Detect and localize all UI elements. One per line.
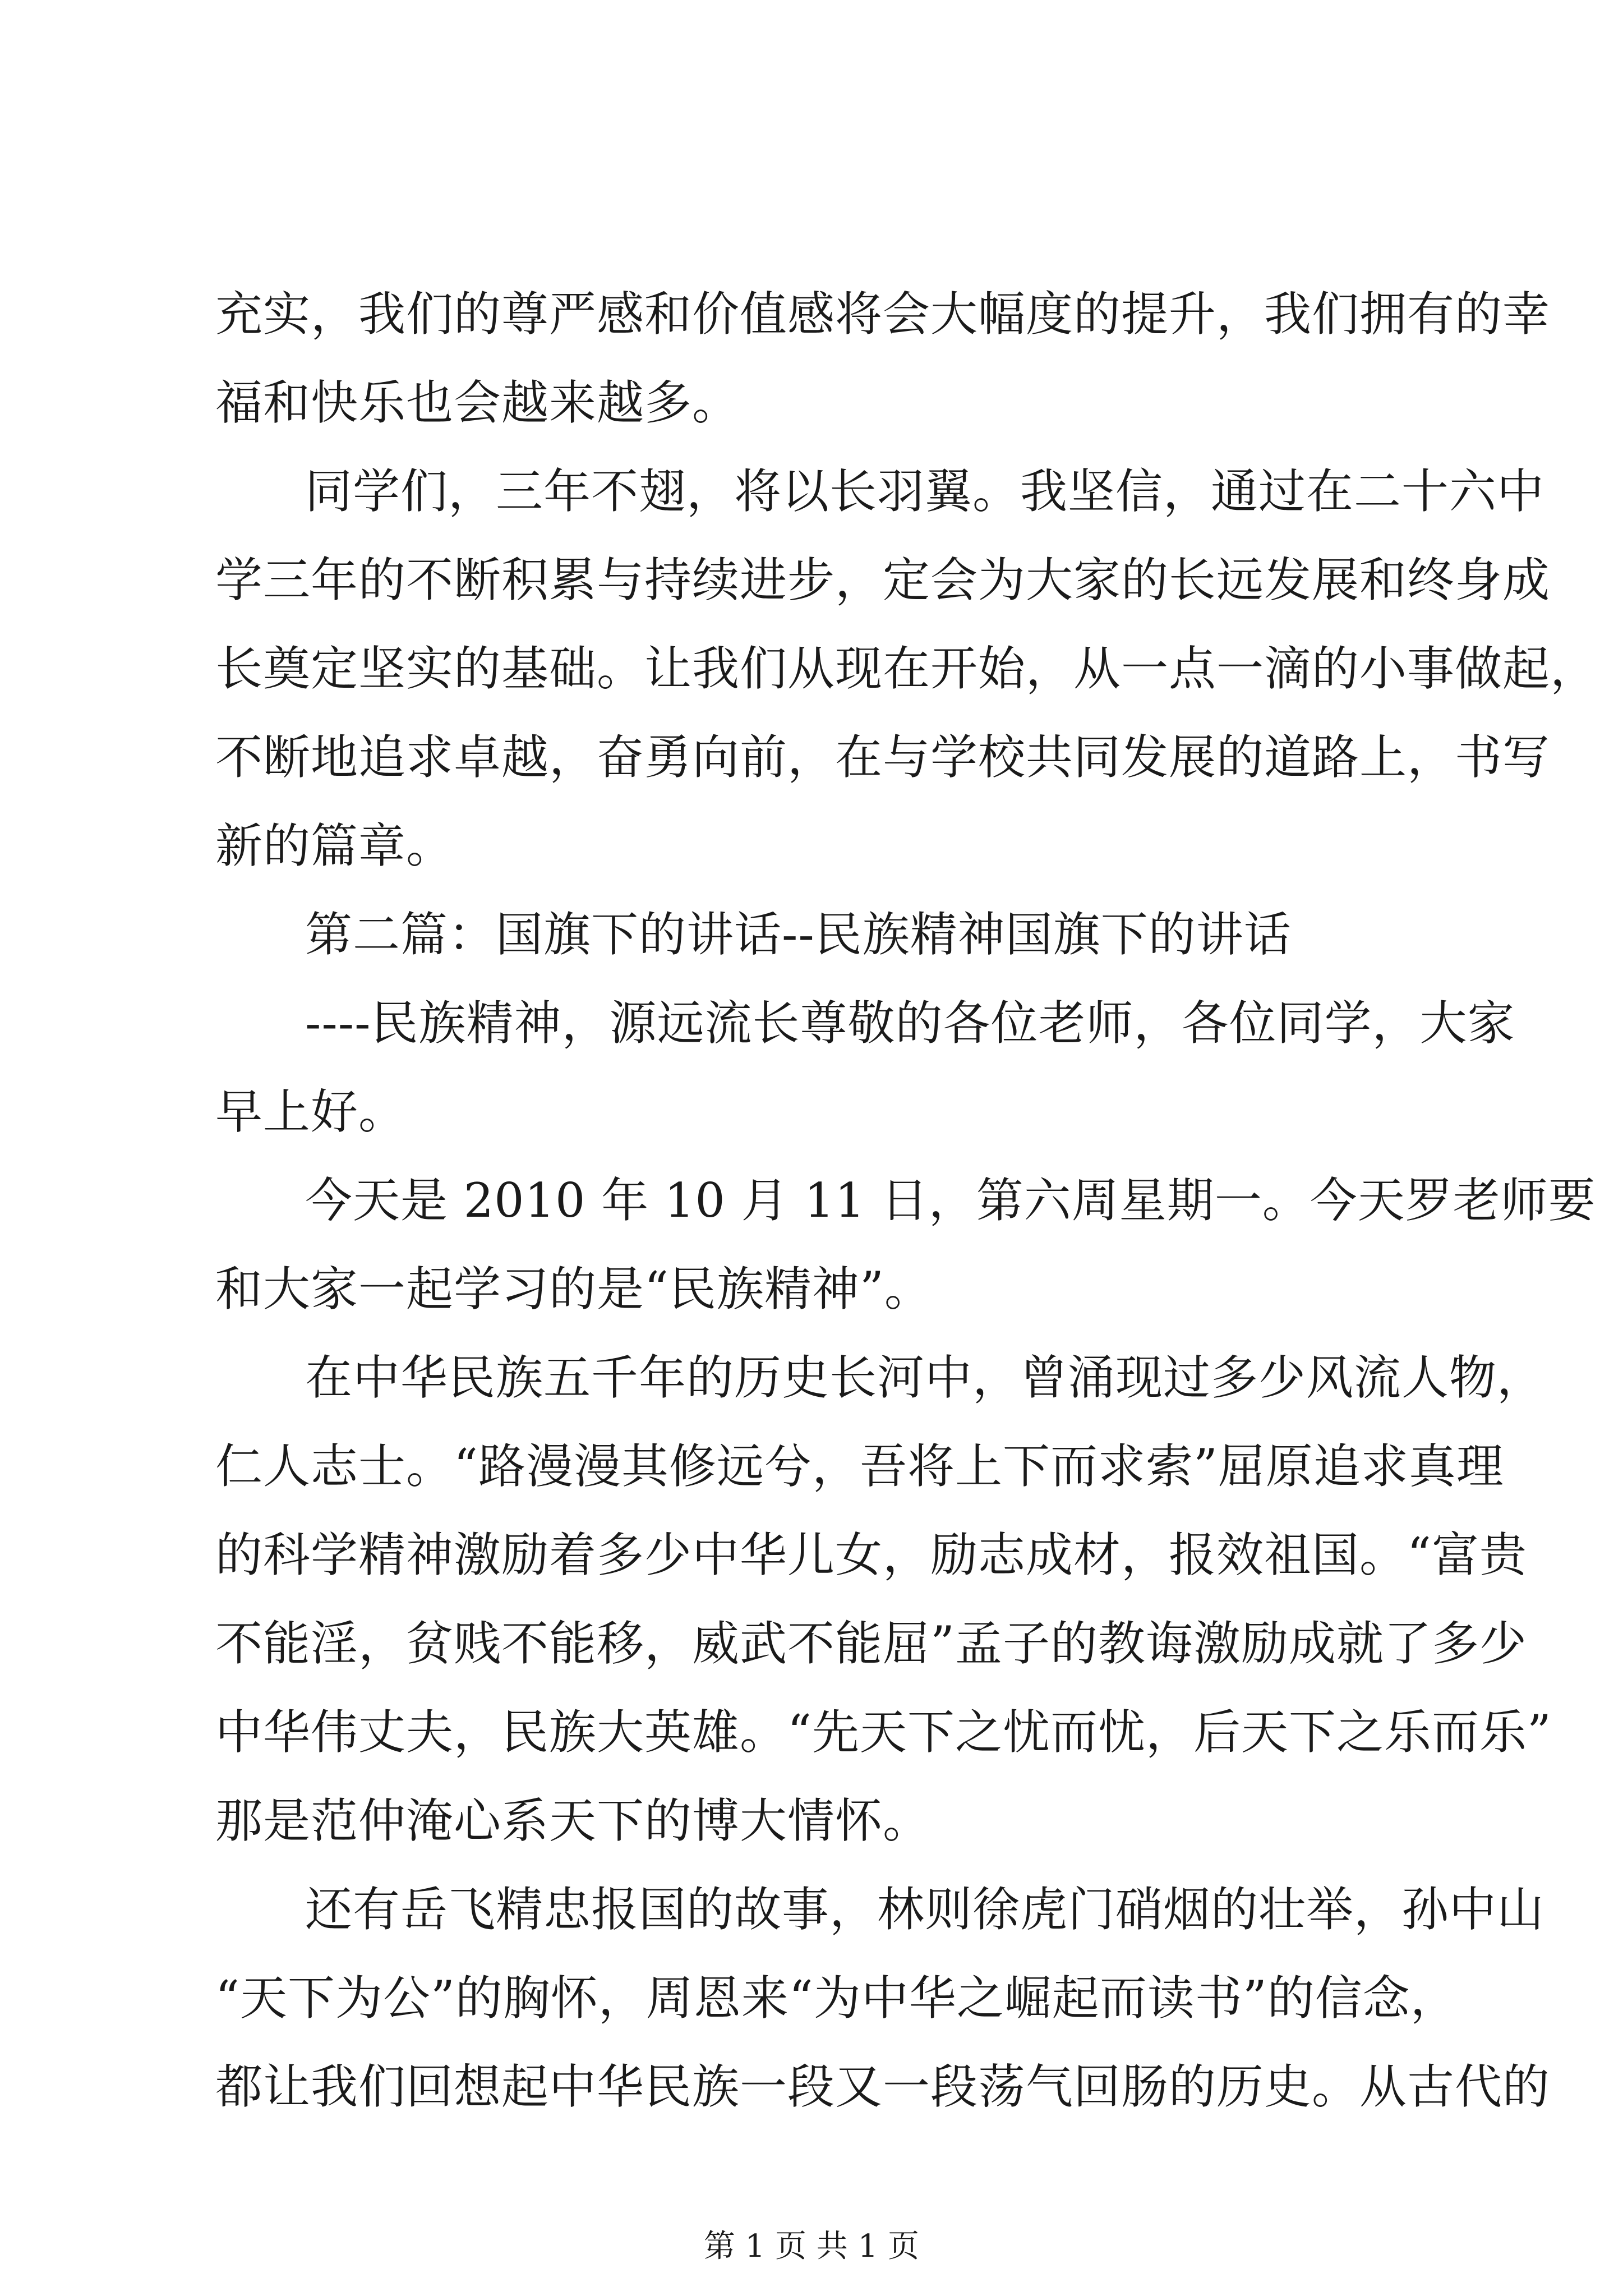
text-line: 早上好。	[215, 1084, 407, 1139]
text-line: “天下为公”的胸怀，周恩来“为中华之崛起而读书”的信念，	[215, 1971, 1458, 2026]
text-line: 同学们，三年不翅，将以长羽翼。我坚信，通过在二十六中	[305, 464, 1545, 519]
text-line: 不能淫，贫贱不能移，威武不能屈”孟子的教诲激励成就了多少	[215, 1616, 1527, 1671]
text-line: ----民族精神，源远流长尊敬的各位老师，各位同学，大家	[305, 996, 1515, 1051]
text-line: 充实，我们的尊严感和价值感将会大幅度的提升，我们拥有的幸	[215, 287, 1551, 342]
page-footer: 第 1 页 共 1 页	[703, 2228, 920, 2265]
text-line: 在中华民族五千年的历史长河中，曾涌现过多少风流人物，	[305, 1350, 1545, 1405]
text-line: 福和快乐也会越来越多。	[215, 375, 740, 430]
text-line: 新的篇章。	[215, 818, 454, 873]
text-line: 都让我们回想起中华民族一段又一段荡气回肠的历史。从古代的	[215, 2059, 1551, 2114]
text-line: 今天是 2010 年 10 月 11 日，第六周星期一。今天罗老师要	[305, 1173, 1596, 1228]
text-line: 学三年的不断积累与持续进步，定会为大家的长远发展和终身成	[215, 553, 1551, 608]
text-line: 还有岳飞精忠报国的故事，林则徐虎门硝烟的壮举，孙中山	[305, 1882, 1545, 1937]
section-heading: 第二篇：国旗下的讲话--民族精神国旗下的讲话	[305, 907, 1292, 962]
text-line: 和大家一起学习的是“民族精神”。	[215, 1262, 932, 1317]
text-line: 仁人志士。“路漫漫其修远兮，吾将上下而求索”屈原追求真理	[215, 1439, 1504, 1494]
text-line: 那是范仲淹心系天下的博大情怀。	[215, 1793, 931, 1848]
text-line: 长奠定坚实的基础。让我们从现在开始，从一点一滴的小事做起，	[215, 641, 1598, 696]
text-line: 的科学精神激励着多少中华儿女，励志成材，报效祖国。“富贵	[215, 1527, 1527, 1582]
text-line: 中华伟丈夫，民族大英雄。“先天下之忧而忧，后天下之乐而乐”	[215, 1705, 1552, 1760]
text-line: 不断地追求卓越，奋勇向前，在与学校共同发展的道路上，书写	[215, 730, 1551, 785]
